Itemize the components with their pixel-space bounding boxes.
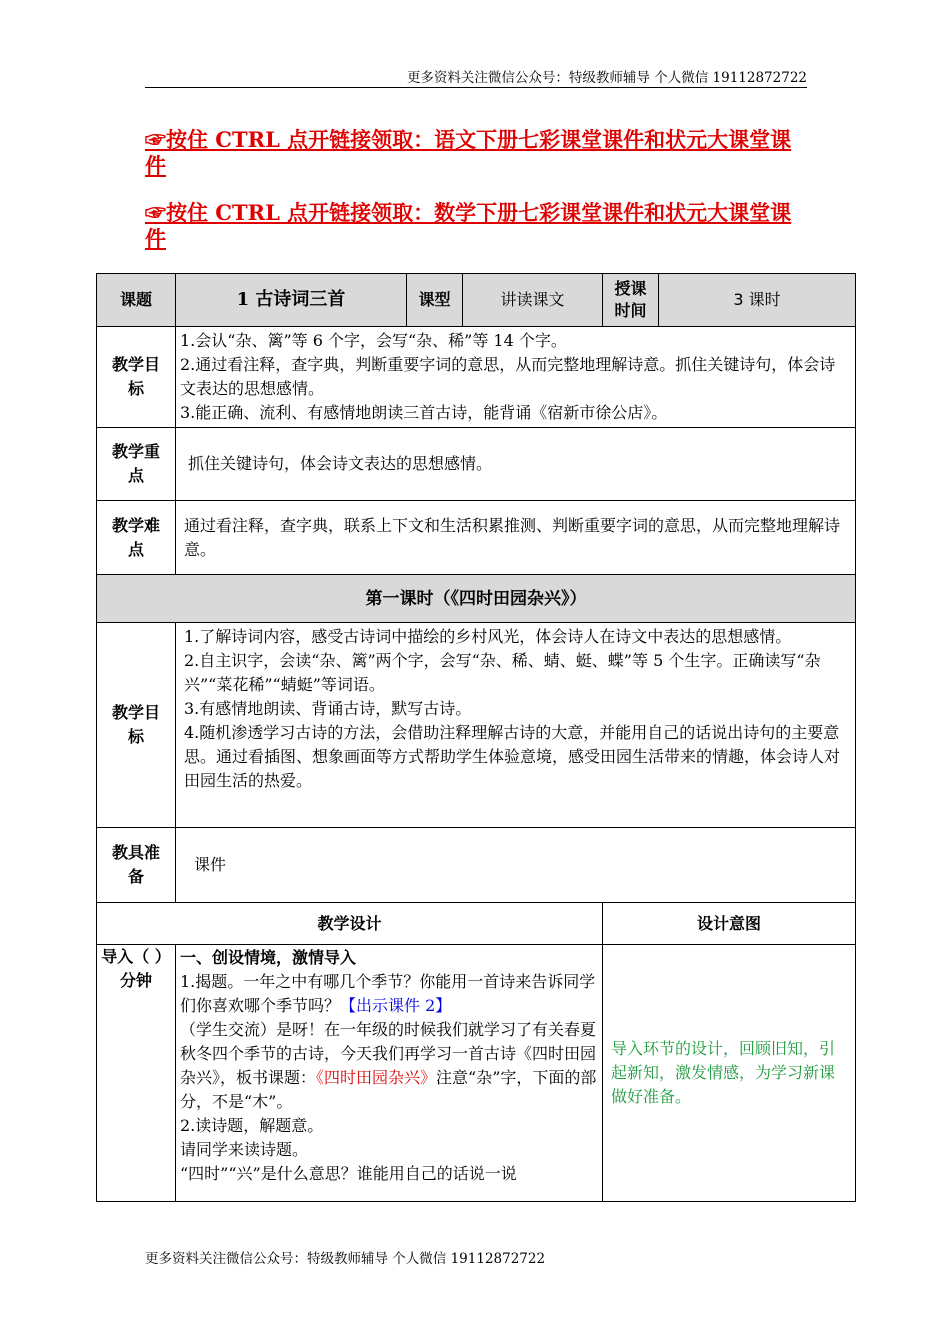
intro-paragraph: 请同学来读诗题。 [180,1140,309,1159]
page-header: 更多资料关注微信公众号：特级教师辅导 个人微信 19112872722 [406,70,807,86]
lesson-plan-table [96,273,856,1202]
design-header: 教学设计 [97,903,603,945]
difficulty-row [97,501,856,575]
header-divider [145,87,807,88]
tools-text: 课件 [176,828,856,903]
focus-row [97,428,856,501]
goals-label: 教学目标 [97,327,176,428]
goal-item: 2.通过看注释，查字典，判断重要字词的意思，从而完整地理解诗意。抓住关键诗句，体会诗文表达的思想感情。 [180,355,836,398]
chinese-courseware-link[interactable]: ☞按住 CTRL 点开链接领取：语文下册七彩课堂课件和状元大课堂课件 [145,127,792,178]
lesson-goal-item: 1.了解诗词内容，感受古诗词中描绘的乡村风光，体会诗人在诗文中表达的思想感情。 [184,627,792,646]
lesson-goal-item: 2.自主识字，会读“杂、篱”两个字，会写“杂、稀、蜻、蜓、蝶”等 5 个生字。正确读写“杂兴”“菜花稀”“蜻蜓”等词语。 [184,651,821,694]
tools-label: 教具准备 [97,828,176,903]
focus-label: 教学重点 [97,428,176,501]
time-value: 3 课时 [659,274,856,327]
lesson-title-row [97,575,856,623]
intro-p1: 1.揭题。一年之中有哪几个季节？你能用一首诗来告诉同学们你喜欢哪个季节吗？ [180,972,596,1015]
courseware-tag: 【出示课件 2】 [340,996,452,1015]
intro-paragraph [180,970,598,1018]
lesson-goals-label: 教学目标 [97,623,176,828]
intro-label: 导入（ ）分钟 [97,945,176,1202]
intro-heading: 一、创设情境，激情导入 [180,948,357,967]
intro-paragraph: “四时”“兴”是什么意思？谁能用自己的话说一说 [180,1164,517,1183]
lesson-goal-item: 4.随机渗透学习古诗的方法，会借助注释理解古诗的大意，并能用自己的话说出诗句的主要意思。通过看插图、想象画面等方式帮助学生体验意境，感受田园生活带来的情趣，体会诗人对田园生活的热爱。 [184,723,841,790]
intro-p2a: （学生交流）是呀！在一年级的时候我们就学习了有关春夏秋冬四个季节的古诗，今天我们再学习一首古诗《四时田园杂兴》，板书课题： [180,1020,597,1087]
focus-text: 抓住关键诗句，体会诗文表达的思想感情。 [176,428,856,501]
type-value: 讲读课文 [463,274,603,327]
intro-cell [176,945,603,1202]
goals-cell [176,327,856,428]
math-courseware-link[interactable]: ☞按住 CTRL 点开链接领取：数学下册七彩课堂课件和状元大课堂课件 [145,200,792,251]
design-header-row [97,903,856,945]
lesson-title: 第一课时（《四时田园杂兴》） [97,575,856,623]
goals-row [97,327,856,428]
goal-item: 1.会认“杂、篱”等 6 个字，会写“杂、稀”等 14 个字。 [180,331,567,350]
lesson-goals-row [97,623,856,828]
board-title: 《四时田园杂兴》 [316,1068,437,1087]
topic-label: 课题 [97,274,176,327]
topic-value: 1 古诗词三首 [176,274,407,327]
topic-row [97,274,856,327]
intro-row [97,945,856,1202]
intro-p2b: 注意“杂”字，下面的部分，不是“木”。 [180,1068,597,1111]
type-label: 课型 [407,274,463,327]
intro-paragraph: 2.读诗题，解题意。 [180,1116,324,1135]
intent-text: 导入环节的设计，回顾旧知，引起新知，激发情感，为学习新课做好准备。 [603,945,856,1202]
lesson-goal-item: 3.有感情地朗读、背诵古诗，默写古诗。 [184,699,472,718]
page-footer: 更多资料关注微信公众号：特级教师辅导 个人微信 19112872722 [145,1251,546,1267]
difficulty-label: 教学难点 [97,501,176,575]
difficulty-text: 通过看注释，查字典，联系上下文和生活积累推测、判断重要字词的意思，从而完整地理解诗意。 [176,501,856,575]
time-label: 授课时间 [603,274,659,327]
lesson-goals-cell [176,623,856,828]
tools-row [97,828,856,903]
intent-header: 设计意图 [603,903,856,945]
goal-item: 3.能正确、流利、有感情地朗读三首古诗，能背诵《宿新市徐公店》。 [180,403,668,422]
intro-paragraph [180,1018,598,1114]
